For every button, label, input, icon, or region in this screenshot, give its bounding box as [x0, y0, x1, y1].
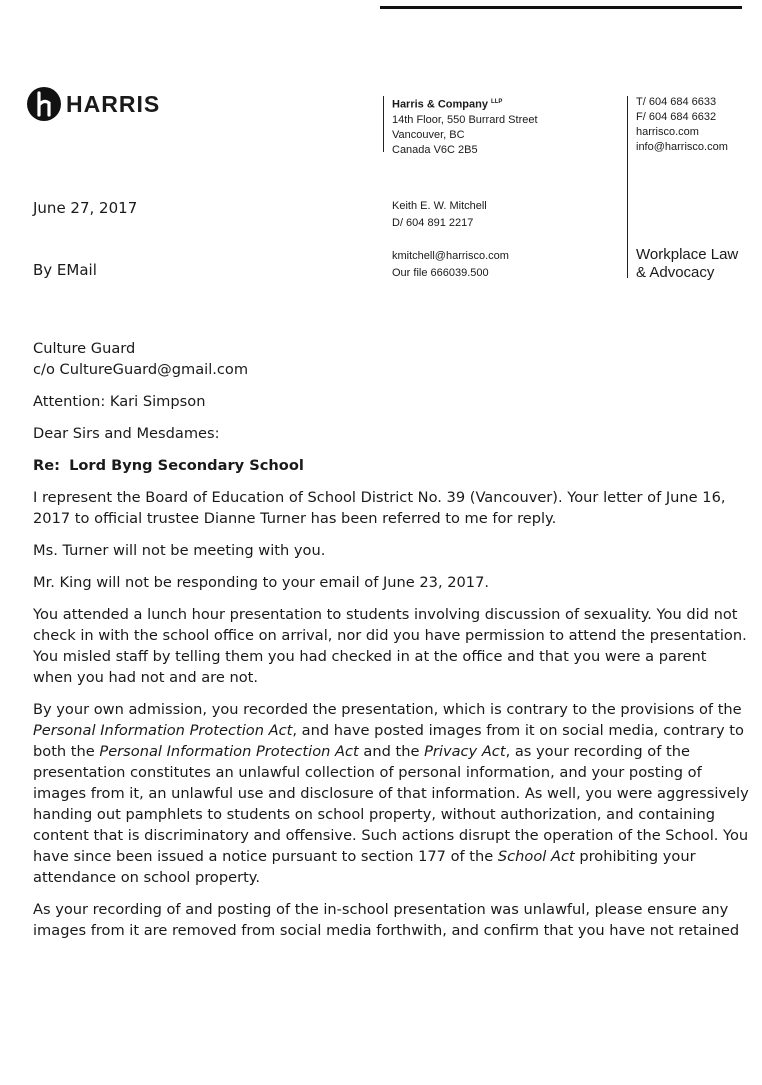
fax-number: F/ 604 684 6632 — [636, 111, 717, 123]
letter-date: June 27, 2017 — [33, 199, 138, 217]
act-title: Privacy Act — [424, 743, 506, 760]
paragraph: You attended a lunch hour presentation to students involving discussion of sexuality. You did not check in with the school office on arrival, nor did you have permission to attend the presentation. You misled staff by telling them you had checked in at the office and that you were a parent when you had not and are not. — [33, 606, 747, 686]
contact-divider — [627, 96, 628, 278]
tagline-line: & Advocacy — [636, 264, 715, 281]
tagline-line: Workplace Law — [636, 246, 739, 263]
firm-address-line: Canada V6C 2B5 — [392, 143, 478, 156]
re-label: Re: — [33, 457, 60, 474]
re-line — [33, 455, 749, 476]
recipient-email: c/o CultureGuard@gmail.com — [33, 361, 249, 378]
salutation: Dear Sirs and Mesdames: — [33, 425, 220, 442]
firm-tagline — [636, 246, 738, 282]
file-number: Our file 666039.500 — [392, 267, 489, 279]
logo-wordmark: HARRIS — [66, 90, 161, 117]
website-link[interactable]: harrisco.com — [636, 126, 699, 138]
paragraph: As your recording of and posting of the in-school presentation was unlawful, please ensure any images from it are removed from social media forthwith, and confirm that you have not retained — [33, 901, 740, 939]
act-title: Personal Information Protection Act — [33, 722, 293, 739]
paragraph: Mr. King will not be responding to your email of June 23, 2017. — [33, 574, 490, 591]
attention-line: Attention: Kari Simpson — [33, 393, 206, 410]
lawyer-direct-phone: D/ 604 891 2217 — [392, 217, 474, 229]
firm-address-line: Vancouver, BC — [392, 128, 465, 141]
act-title: School Act — [497, 848, 575, 865]
firm-contact-block — [636, 95, 728, 155]
top-rule — [380, 6, 742, 9]
firm-address-line: 14th Floor, 550 Burrard Street — [392, 113, 538, 126]
act-title: Personal Information Protection Act — [99, 743, 359, 760]
letter-body — [33, 338, 749, 952]
lawyer-name: Keith E. W. Mitchell — [392, 200, 487, 212]
phone-number: T/ 604 684 6633 — [636, 96, 717, 108]
firm-name: Harris & Company $^{LLP}$ — [392, 98, 503, 111]
recipient-name: Culture Guard — [33, 340, 136, 357]
lawyer-block — [392, 198, 487, 232]
firm-address-block — [392, 95, 538, 158]
info-email-link[interactable]: info@harrisco.com — [636, 141, 728, 153]
lawyer-email-link[interactable]: kmitchell@harrisco.com — [392, 250, 509, 262]
firm-divider — [383, 96, 384, 152]
delivery-method: By EMail — [33, 261, 97, 279]
paragraph: Ms. Turner will not be meeting with you. — [33, 542, 326, 559]
re-subject: Lord Byng Secondary School — [69, 457, 304, 474]
firm-suffix: LLP — [491, 99, 503, 105]
recipient-block — [33, 338, 749, 380]
harris-logo-icon — [26, 86, 62, 122]
lawyer-email-block — [392, 248, 509, 282]
paragraph: By your own admission, you recorded the presentation, which is contrary to the provisions of the Personal Information Protection Act, and have posted images from it on social media, contrary to both the Personal Information Protection Act and the Privacy Act, as your recording of the presentation constitutes an unlawful collection of personal information, and your posting of images from it, an unlawful use and disclosure of that information. As well, you were aggressively handing out pamphlets to students on school property, without authorization, and containing content that is discriminatory and offensive. Such actions disrupt the operation of the School. You have since been issued a notice pursuant to section 177 of the School Act prohibiting your attendance on school property. — [33, 701, 749, 886]
harris-logo — [26, 86, 160, 122]
paragraph: I represent the Board of Education of School District No. 39 (Vancouver). Your letter of June 16, 2017 to official trustee Dianne Turner has been referred to me for reply. — [33, 489, 726, 527]
